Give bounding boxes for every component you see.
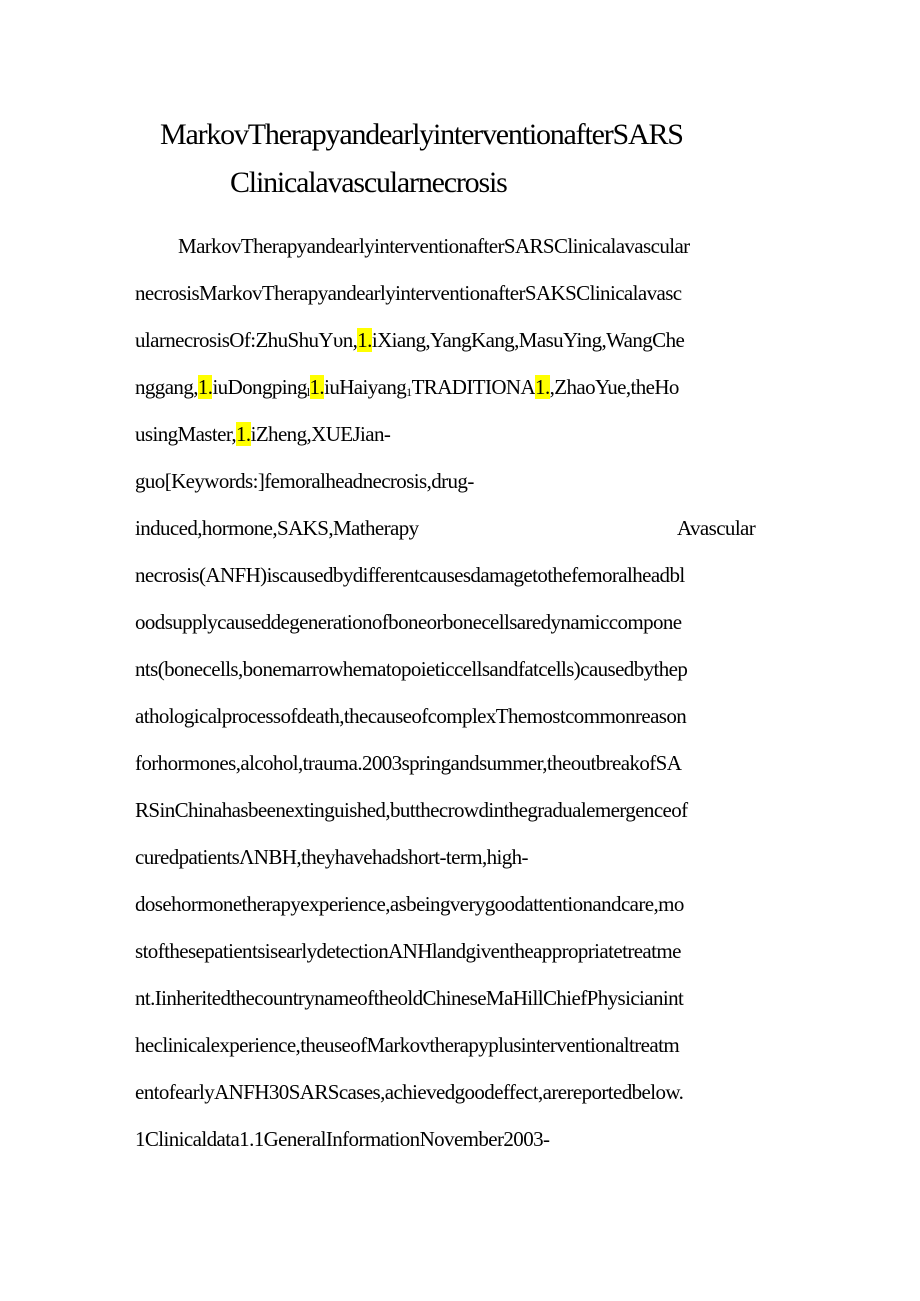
body-text: TRADITIONA bbox=[411, 375, 536, 399]
highlighted-text: 1. bbox=[197, 375, 213, 399]
body-line-10 bbox=[135, 654, 687, 684]
body-line-2 bbox=[135, 278, 682, 308]
body-text: RSinChinahasbeenextinguished,butthecrowdinthegradualemergenceof bbox=[135, 798, 688, 822]
body-line-20 bbox=[135, 1124, 549, 1154]
body-text: athologicalprocessofdeath,thecauseofcomplexThemostcommonreason bbox=[135, 704, 687, 728]
body-text: ,ZhaoYue,theHo bbox=[549, 375, 679, 399]
body-text: Avascular bbox=[677, 516, 756, 540]
body-line-7 bbox=[135, 513, 419, 543]
body-line-6 bbox=[135, 466, 474, 496]
body-text: iuHaiyang bbox=[324, 375, 407, 399]
body-text: dosehormonetherapyexperience,asbeingverygoodattentionandcare,mo bbox=[135, 892, 684, 916]
body-text: heclinicalexperience,theuseofMarkovtherapyplusinterventionaltreatm bbox=[135, 1033, 680, 1057]
body-line-5 bbox=[135, 419, 390, 449]
body-text: stofthesepatientsisearlydetectionANHlandgiventheappropriatetreatme bbox=[135, 939, 681, 963]
subscript-text: l bbox=[306, 385, 310, 399]
highlighted-text: 1. bbox=[309, 375, 325, 399]
body-line-4 bbox=[135, 372, 679, 402]
body-line-17 bbox=[135, 983, 683, 1013]
body-line-14 bbox=[135, 842, 528, 872]
body-text: oodsupplycauseddegenerationofboneorbonecellsaredynamiccompone bbox=[135, 610, 682, 634]
body-text: ularnecrosisOf:ZhuShuYυn, bbox=[135, 328, 358, 352]
highlighted-text: 1. bbox=[357, 328, 372, 352]
body-text: iZheng,XUEJian- bbox=[250, 422, 391, 446]
body-text: necrosisMarkovTherapyandearlyinterventionafterSAKSClinicalavasc bbox=[135, 281, 682, 305]
highlighted-text: 1. bbox=[236, 422, 251, 446]
body-line-7-right bbox=[677, 513, 755, 543]
body-line-13 bbox=[135, 795, 688, 825]
highlighted-text: 1. bbox=[535, 375, 550, 399]
body-text: nt.IinheritedthecountrynameoftheoldChineseMaHillChiefPhysicianint bbox=[135, 986, 684, 1010]
body-line-11 bbox=[135, 701, 686, 731]
body-line-12 bbox=[135, 748, 681, 778]
body-line-8 bbox=[135, 560, 685, 590]
body-text: induced,hormone,SAKS,Matherapy bbox=[135, 516, 419, 540]
body-text: forhormones,alcohol,trauma.2003springandsummer,theoutbreakofSA bbox=[135, 751, 682, 775]
subscript-text: 1 bbox=[406, 385, 412, 399]
body-text: MarkovTherapyandearlyinterventionafterSARSClinicalavascular bbox=[178, 234, 690, 258]
body-line-19 bbox=[135, 1077, 683, 1107]
body-text: guo[Keywords:]femoralheadnecrosis,drug- bbox=[135, 469, 474, 493]
body-text: usingMaster, bbox=[135, 422, 237, 446]
body-text: nts(bonecells,bonemarrowhematopoieticcellsandfatcells)causedbythep bbox=[135, 657, 688, 681]
body-text: entofearlyANFH30SARScases,achievedgoodeffect,arereportedbelow. bbox=[135, 1080, 684, 1104]
body-line-16 bbox=[135, 936, 681, 966]
title-line-1: MarkovTherapyandearlyinterventionafterSARS bbox=[160, 118, 683, 151]
body-text: iXiang,YangKang,MasuYing,WangChe bbox=[371, 328, 685, 352]
body-text: nggang, bbox=[135, 375, 198, 399]
body-line-15 bbox=[135, 889, 684, 919]
body-line-3 bbox=[135, 325, 684, 355]
body-text: 1Clinicaldata1.1GeneralInformationNovember2003- bbox=[135, 1127, 550, 1151]
body-text: necrosis(ANFH)iscausedbydifferentcausesdamagetothefemoralheadbl bbox=[135, 563, 685, 587]
title-line-2: Clinicalavascularnecrosis bbox=[230, 166, 507, 199]
body-line-9 bbox=[135, 607, 682, 637]
body-text: curedpatientsΛNBH,theyhavehadshort-term,high- bbox=[135, 845, 528, 869]
body-text: iuDongping bbox=[212, 375, 307, 399]
body-line-1 bbox=[178, 231, 690, 261]
body-line-18 bbox=[135, 1030, 679, 1060]
